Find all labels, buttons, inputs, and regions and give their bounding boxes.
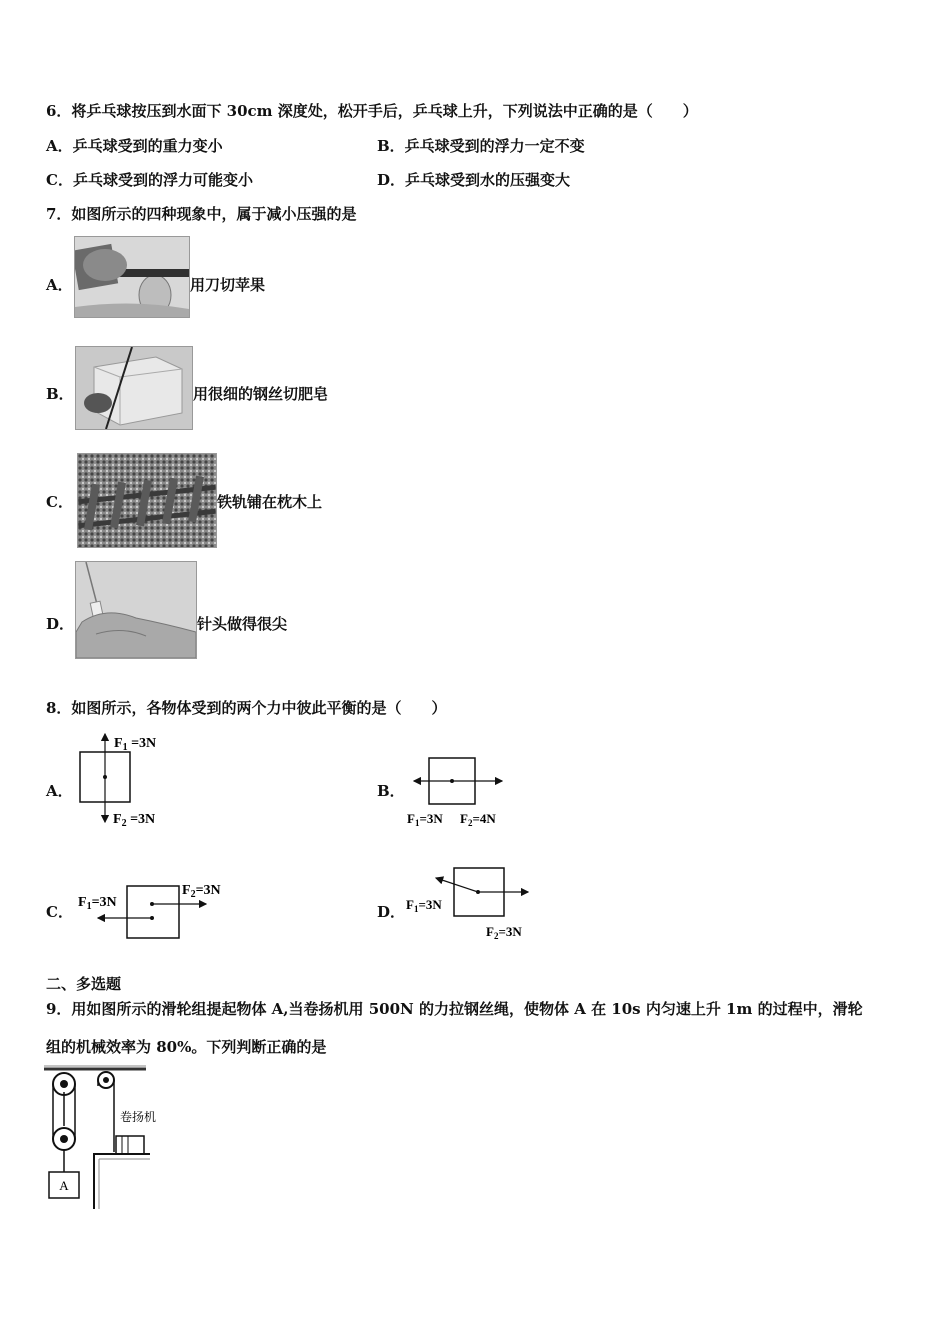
section-heading: 二、多选题 bbox=[46, 975, 122, 993]
q7-stem: 7．如图所示的四种现象中，属于减小压强的是 bbox=[46, 205, 357, 223]
q7-letter-c: C． bbox=[46, 493, 73, 511]
svg-text:F1=3N: $F_1=3N$ bbox=[406, 897, 442, 914]
pulley-system-diagram bbox=[42, 1064, 172, 1214]
q8b-f1-value: 3N bbox=[426, 811, 443, 826]
q8-letter-a: A． bbox=[46, 782, 73, 800]
q9-stem-line2: 组的机械效率为 80%。下列判断正确的是 bbox=[46, 1038, 327, 1056]
railway-track-photo bbox=[77, 453, 217, 548]
force-diagram-d bbox=[404, 862, 544, 944]
block-a-label: A bbox=[59, 1178, 69, 1193]
force-diagram-a bbox=[70, 730, 190, 830]
q8-letter-c: C． bbox=[46, 903, 73, 921]
q8-stem: 8．如图所示，各物体受到的两个力中彼此平衡的是（ ） bbox=[46, 699, 447, 717]
force-diagram-b bbox=[404, 752, 534, 832]
needle-photo bbox=[75, 561, 197, 659]
q8d-f1-value: 3N bbox=[425, 897, 442, 912]
q8-letter-b: B． bbox=[377, 782, 405, 800]
knife-apple-photo bbox=[74, 236, 190, 318]
svg-text:F2=3N: $F_2=3N$ bbox=[486, 924, 522, 941]
q7-text-d: 针头做得很尖 bbox=[197, 615, 288, 633]
q8b-f2-value: 4N bbox=[479, 811, 496, 826]
svg-text:F1 =3N: $F_1 =3N$ bbox=[114, 736, 157, 753]
q6-option-a: A．乒乓球受到的重力变小 bbox=[46, 137, 223, 155]
q7-text-a: 用刀切苹果 bbox=[190, 276, 266, 294]
q8a-f2-value: 3N bbox=[138, 812, 156, 827]
q6-option-c: C．乒乓球受到的浮力可能变小 bbox=[46, 171, 253, 189]
q8d-f2-value: 3N bbox=[505, 924, 522, 939]
svg-text:F1=3N: $F_1=3N$ bbox=[407, 811, 443, 828]
q6-option-b: B．乒乓球受到的浮力一定不变 bbox=[377, 137, 585, 155]
q9-stem-line1: 9．用如图所示的滑轮组提起物体 A,当卷扬机用 500N 的力拉钢丝绳，使物体 A 在 10s 内匀速上升 1m 的过程中，滑轮 bbox=[46, 1000, 863, 1018]
wire-soap-photo bbox=[75, 346, 193, 430]
winch-label: 卷扬机 bbox=[120, 1110, 157, 1124]
q7-letter-a: A． bbox=[46, 276, 73, 294]
q8c-f2-value: 3N bbox=[203, 883, 221, 898]
svg-text:F2 =3N: $F_2 =3N$ bbox=[113, 812, 156, 829]
q7-text-b: 用很细的钢丝切肥皂 bbox=[193, 385, 329, 403]
winch-icon bbox=[116, 1136, 144, 1154]
q7-text-c: 铁轨铺在枕木上 bbox=[217, 493, 323, 511]
q8c-f1-value: 3N bbox=[99, 895, 117, 910]
q7-letter-b: B． bbox=[46, 385, 74, 403]
q6-option-d: D．乒乓球受到水的压强变大 bbox=[377, 171, 571, 189]
force-diagram-c bbox=[76, 878, 246, 944]
q7-letter-d: D． bbox=[46, 615, 75, 633]
svg-text:F2=4N: $F_2=4N$ bbox=[460, 811, 496, 828]
q8-letter-d: D． bbox=[377, 903, 406, 921]
q8a-f1-value: 3N bbox=[139, 736, 157, 751]
svg-text:F2=3N: $F_2=3N$ bbox=[182, 883, 221, 900]
svg-text:F1=3N: $F_1=3N$ bbox=[78, 895, 117, 912]
q6-stem: 6．将乒乓球按压到水面下 30cm 深度处，松开手后，乒乓球上升，下列说法中正确的是（ ） bbox=[46, 102, 698, 120]
